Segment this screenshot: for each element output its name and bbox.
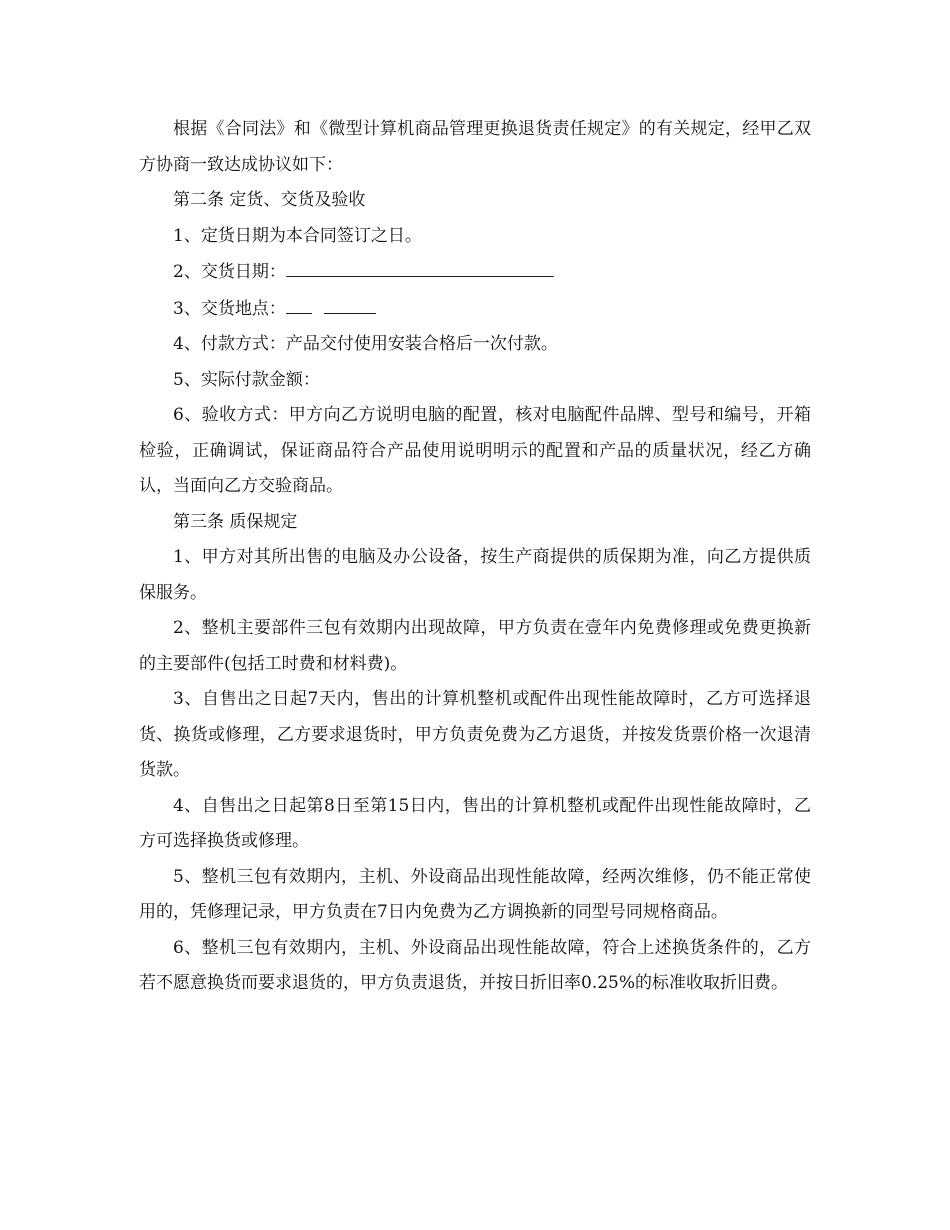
delivery-place-blank-2 — [324, 291, 376, 314]
delivery-place-blank-1 — [286, 291, 312, 314]
article3-title: 第三条 质保规定 — [173, 511, 298, 532]
article2-item2 — [139, 254, 811, 291]
document-body — [139, 112, 811, 1002]
article2-item5: 5、实际付款金额： — [173, 369, 320, 390]
delivery-date-blank — [286, 254, 554, 277]
article3-item6: 6、整机三包有效期内，主机、外设商品出现性能故障，符合上述换货条件的，乙方若不愿意换货而要求退货的，甲方负责退货，并按日折旧率0.25%的标准收取折旧费。 — [139, 937, 811, 993]
delivery-place-label: 3、交货地点： — [173, 298, 286, 319]
delivery-date-label: 2、交货日期： — [173, 262, 286, 282]
article2-item6: 6、验收方式：甲方向乙方说明电脑的配置，核对电脑配件品牌、型号和编号，开箱检验，正确调试，保证商品符合产品使用说明明示的配置和产品的质量状况，经乙方确认，当面向乙方交验商品。 — [139, 405, 811, 496]
article3-item2: 2、整机主要部件三包有效期内出现故障，甲方负责在壹年内免费修理或免费更换新的主要部件(包括工时费和材料费)。 — [139, 618, 811, 674]
article2-item3 — [139, 291, 811, 328]
article2-title: 第二条 定货、交货及验收 — [173, 190, 366, 210]
article2-item1: 1、定货日期为本合同签订之日。 — [173, 225, 422, 246]
article3-item4: 4、自售出之日起第8日至第15日内，售出的计算机整机或配件出现性能故障时，乙方可选择换货或修理。 — [139, 795, 811, 851]
article3-item1: 1、甲方对其所出售的电脑及办公设备，按生产商提供的质保期为准，向乙方提供质保服务。 — [139, 547, 811, 603]
intro-paragraph: 根据《合同法》和《微型计算机商品管理更换退货责任规定》的有关规定，经甲乙双方协商一致达成协议如下： — [139, 119, 811, 175]
article3-item3: 3、自售出之日起7天内，售出的计算机整机或配件出现性能故障时，乙方可选择退货、换货或修理，乙方要求退货时，甲方负责免费为乙方退货，并按发货票价格一次退清货款。 — [139, 689, 811, 780]
article2-item4: 4、付款方式：产品交付使用安装合格后一次付款。 — [173, 334, 558, 354]
article3-item5: 5、整机三包有效期内，主机、外设商品出现性能故障，经两次维修，仍不能正常使用的，凭修理记录，甲方负责在7日内免费为乙方调换新的同型号同规格商品。 — [139, 866, 811, 922]
